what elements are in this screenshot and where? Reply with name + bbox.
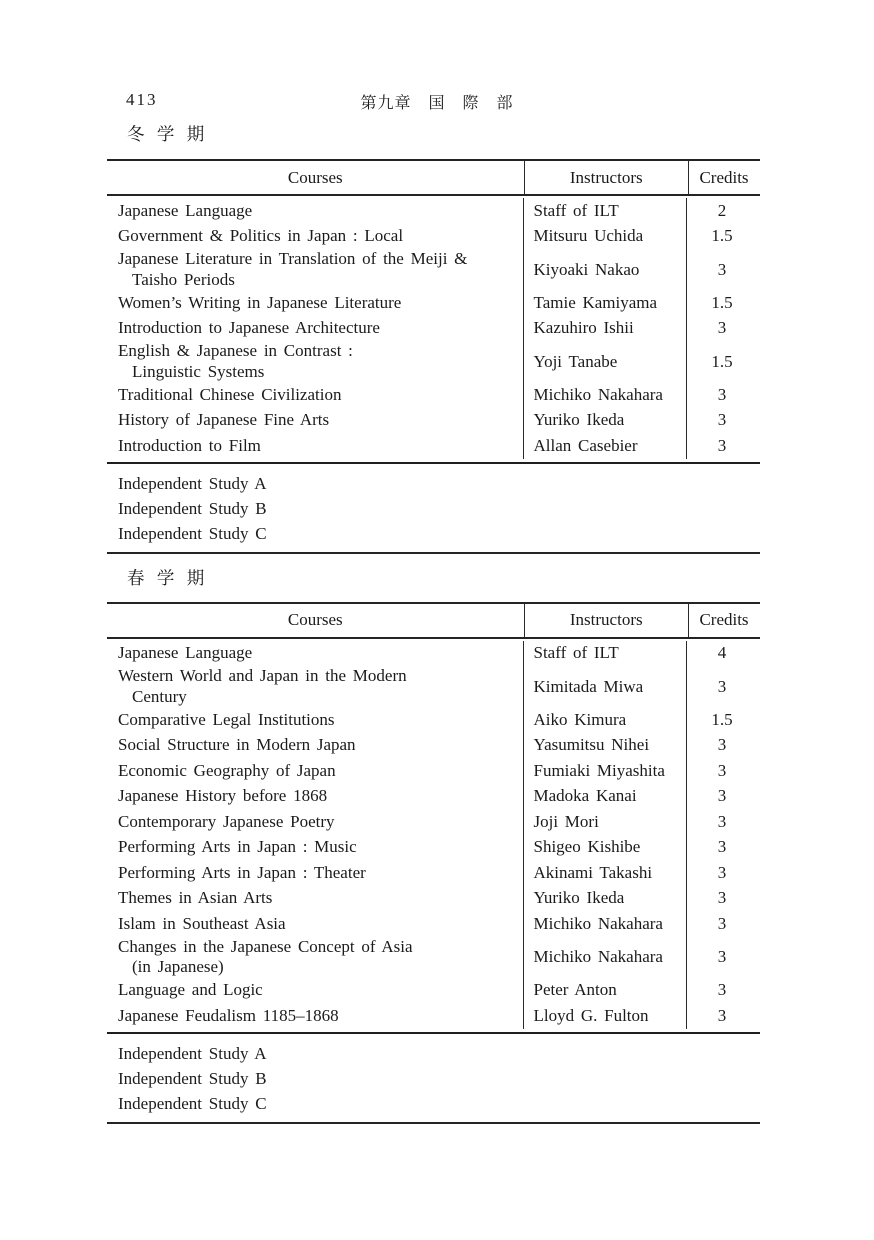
course-line-1: Japanese Literature in Translation of the Meiji & [118,249,468,268]
credits-cell: 3 [717,259,727,279]
credits-cell: 1.5 [711,226,733,246]
course-cell [107,382,524,408]
instructor-cell: Peter Anton [524,978,688,1004]
courses-column-header: Courses [107,161,525,194]
course-line-1: Language and Logic [118,980,263,999]
winter-independent-study-list [107,464,760,554]
page-number: 413 [126,90,158,109]
instructor-cell: Lloyd G. Fulton [524,1003,688,1029]
instructor-cell: Tamie Kamiyama [524,290,688,316]
table-row [107,198,760,224]
spring-table-body [107,639,760,1034]
course-line-1: Western World and Japan in the Modern [118,666,407,685]
credits-cell: 4 [717,643,727,663]
credits-cell: 3 [717,318,727,338]
instructor-cell: Staff of ILT [524,198,688,224]
winter-course-table [107,159,760,554]
course-cell [107,290,524,316]
course-line-2: Linguistic Systems [132,361,265,381]
instructor-cell: Fumiaki Miyashita [524,758,688,784]
table-row [107,316,760,342]
instructor-cell: Yasumitsu Nihei [524,733,688,759]
page-content [107,123,760,1124]
course-line-1: History of Japanese Fine Arts [118,410,330,429]
instructor-cell: Michiko Nakahara [524,937,688,978]
course-line-1: Japanese History before 1868 [118,786,328,805]
instructor-cell: Kimitada Miwa [524,666,688,707]
credits-cell: 3 [717,760,727,780]
course-line-1: Social Structure in Modern Japan [118,735,356,754]
spring-semester-title: 春 学 期 [127,567,209,588]
course-line-1: Contemporary Japanese Poetry [118,811,335,831]
credits-cell: 3 [717,435,727,455]
course-cell [107,641,524,667]
instructor-cell: Kiyoaki Nakao [524,249,688,290]
table-row [107,433,760,459]
independent-study-row: Independent Study A [118,473,267,493]
table-row [107,707,760,733]
credits-cell: 1.5 [711,709,733,729]
course-cell [107,937,524,978]
course-cell [107,316,524,342]
credits-cell: 3 [717,837,727,857]
course-cell [107,809,524,835]
winter-semester-title: 冬 学 期 [127,124,209,144]
course-cell [107,1003,524,1029]
instructor-cell: Allan Casebier [524,433,688,459]
course-line-1: Introduction to Japanese Architecture [118,318,380,337]
winter-table-body [107,196,760,464]
instructor-cell: Aiko Kimura [524,707,688,733]
course-line-2: Taisho Periods [132,269,235,289]
credits-cell: 2 [717,200,727,220]
table-row [107,860,760,886]
course-line-1: Islam in Southeast Asia [118,913,286,933]
course-cell [107,224,524,250]
course-line-1: Women’s Writing in Japanese Literature [118,292,402,312]
credits-cell: 1.5 [711,351,733,371]
course-line-1: Themes in Asian Arts [118,888,273,907]
course-line-2: (in Japanese) [132,957,224,976]
table-row [107,1003,760,1029]
independent-study-row: Independent Study C [118,523,267,543]
course-line-1: Japanese Language [118,200,253,220]
course-cell [107,433,524,459]
table-row [107,733,760,759]
course-cell [107,835,524,861]
course-line-1: Japanese Feudalism 1185–1868 [118,1005,339,1025]
table-row [107,886,760,912]
chapter-title: 第九章 国 際 部 [360,95,514,112]
credits-cell: 3 [717,735,727,755]
credits-cell: 3 [717,384,727,404]
courses-column-header: Courses [107,604,525,637]
instructor-cell: Staff of ILT [524,641,688,667]
instructor-cell: Michiko Nakahara [524,911,688,937]
credits-cell: 3 [717,888,727,908]
course-cell [107,978,524,1004]
independent-study-row: Independent Study B [118,498,267,518]
instructors-column-header: Instructors [525,604,690,637]
course-cell [107,341,524,382]
credits-cell: 3 [717,410,727,430]
credits-cell: 3 [717,980,727,1000]
table-row [107,937,760,978]
instructor-cell: Mitsuru Uchida [524,224,688,250]
table-row [107,809,760,835]
course-cell [107,886,524,912]
course-line-2: Century [132,686,187,706]
spring-course-table [107,602,760,1124]
course-cell [107,758,524,784]
course-line-1: Performing Arts in Japan : Theater [118,862,366,882]
credits-cell: 3 [717,811,727,831]
credits-cell: 1.5 [711,292,733,312]
instructor-cell: Yuriko Ikeda [524,408,688,434]
table-row [107,835,760,861]
credits-cell: 3 [717,862,727,882]
running-head [0,90,874,112]
table-row [107,408,760,434]
course-cell [107,666,524,707]
table-row [107,382,760,408]
course-cell [107,911,524,937]
credits-column-header: Credits [699,610,749,629]
course-cell [107,707,524,733]
table-row [107,978,760,1004]
independent-study-row: Independent Study A [118,1043,267,1063]
instructor-cell: Joji Mori [524,809,688,835]
table-row [107,666,760,707]
credits-cell: 3 [717,913,727,933]
spring-independent-study-list [107,1034,760,1124]
instructor-cell: Yuriko Ikeda [524,886,688,912]
course-cell [107,860,524,886]
credits-cell: 3 [717,676,727,696]
course-line-1: Traditional Chinese Civilization [118,384,342,404]
table-row [107,911,760,937]
instructors-column-header: Instructors [525,161,690,194]
instructor-cell: Yoji Tanabe [524,341,688,382]
course-line-1: English & Japanese in Contrast : [118,341,353,360]
independent-study-row: Independent Study B [118,1068,267,1088]
instructor-cell: Kazuhiro Ishii [524,316,688,342]
table-row [107,249,760,290]
credits-column-header: Credits [699,167,749,187]
course-cell [107,198,524,224]
course-cell [107,408,524,434]
course-cell [107,249,524,290]
spring-table-header [107,604,760,639]
table-row [107,784,760,810]
winter-table-header [107,161,760,196]
instructor-cell: Michiko Nakahara [524,382,688,408]
course-line-1: Performing Arts in Japan : Music [118,837,357,856]
instructor-cell: Shigeo Kishibe [524,835,688,861]
course-cell [107,733,524,759]
course-line-1: Comparative Legal Institutions [118,709,335,729]
course-line-1: Changes in the Japanese Concept of Asia [118,936,413,956]
course-line-1: Government & Politics in Japan : Local [118,226,404,245]
table-row [107,224,760,250]
instructor-cell: Akinami Takashi [524,860,688,886]
table-row [107,641,760,667]
table-row [107,758,760,784]
instructor-cell: Madoka Kanai [524,784,688,810]
course-cell [107,784,524,810]
course-line-1: Japanese Language [118,643,253,662]
course-line-1: Introduction to Film [118,435,261,455]
credits-cell: 3 [717,947,727,966]
table-row [107,290,760,316]
credits-cell: 3 [717,1005,727,1025]
credits-cell: 3 [717,786,727,806]
course-line-1: Economic Geography of Japan [118,760,336,780]
table-row [107,341,760,382]
independent-study-row: Independent Study C [118,1093,267,1113]
